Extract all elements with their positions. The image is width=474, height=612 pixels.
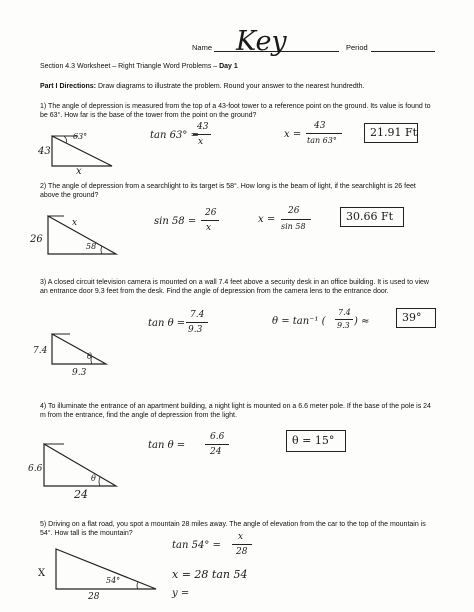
problem-4-angle-label: θ bbox=[91, 474, 96, 483]
problem-2-answer: 30.66 Ft bbox=[346, 210, 394, 223]
problem-3-answer-box bbox=[396, 308, 436, 328]
problem-3-equation-numerator: 7.4 bbox=[190, 310, 205, 320]
problem-3-equation-lhs: tan θ = bbox=[148, 318, 186, 329]
problem-2-text: 2) The angle of depression from a searchlight to its target is 58°. How long is the beam of light, if the searchlight is 26 feet above the ground? bbox=[40, 183, 416, 199]
problem-3-angle-label: θ bbox=[87, 352, 92, 361]
problem-3-side-label: 7.4 bbox=[33, 346, 48, 356]
problem-1-equation-numerator: 43 bbox=[197, 122, 209, 132]
problem-3-fraction-bar bbox=[186, 322, 208, 323]
problem-1-answer: 21.91 Ft bbox=[370, 126, 418, 139]
period-label: Period bbox=[346, 43, 368, 52]
directions-text: Draw diagrams to illustrate the problem. Round your answer to the nearest hundredth. bbox=[97, 83, 365, 90]
problem-3-answer: 39° bbox=[402, 311, 422, 324]
period-line bbox=[371, 51, 435, 52]
problem-1-answer-box bbox=[364, 123, 418, 143]
problem-4-side-label: 6.6 bbox=[28, 464, 43, 474]
problem-4-equation-lhs: tan θ = bbox=[148, 440, 186, 451]
directions bbox=[40, 82, 365, 91]
problem-1-side-label: 43 bbox=[38, 146, 51, 157]
problem-2-fraction-bar bbox=[201, 220, 219, 221]
problem-5-step-2: x = 28 tan 54 bbox=[172, 568, 248, 581]
directions-label: Part I Directions: bbox=[40, 83, 97, 90]
problem-5-equation-numerator: x bbox=[238, 532, 244, 542]
problem-2-equation-numerator: 26 bbox=[205, 208, 217, 218]
problem-5-side-label: X bbox=[38, 568, 46, 579]
problem-2-solution-denominator: sin 58 bbox=[281, 222, 306, 231]
problem-3-solution-rhs: ) ≈ bbox=[354, 316, 370, 327]
problem-1-solution-bar bbox=[306, 133, 342, 134]
problem-5-fraction-bar bbox=[232, 544, 252, 545]
problem-4-answer: θ = 15° bbox=[292, 434, 335, 447]
problem-3-base-label: 9.3 bbox=[72, 368, 87, 378]
problem-2-solution-lhs: x = bbox=[258, 214, 276, 225]
problem-3-equation-denominator: 9.3 bbox=[188, 325, 203, 335]
problem-1-equation-denominator: x bbox=[198, 137, 204, 147]
problem-1-base-label: x bbox=[76, 166, 82, 177]
problem-5-angle-label: 54° bbox=[106, 576, 121, 585]
title-main: Section 4.3 Worksheet – Right Triangle Word Problems – bbox=[40, 63, 220, 70]
problem-1-fraction-bar bbox=[193, 134, 211, 135]
name-value: Key bbox=[236, 26, 287, 57]
problem-1-text: 1) The angle of depression is measured from the top of a 43-foot tower to a reference point on the ground. Its value is found to be 63°. How far is the base of the tower from the point on the ground? bbox=[40, 103, 431, 119]
problem-2-equation-lhs: sin 58 = bbox=[154, 216, 197, 227]
worksheet-title bbox=[40, 62, 238, 71]
problem-2-angle-label: 58 bbox=[86, 242, 97, 251]
problem-4-equation-denominator: 24 bbox=[210, 447, 222, 457]
problem-4-fraction-bar bbox=[205, 444, 229, 445]
problem-2-solution-bar bbox=[281, 219, 311, 220]
problem-5-triangle bbox=[52, 545, 162, 595]
problem-4-base-label: 24 bbox=[74, 488, 88, 501]
problem-2-side-label: 26 bbox=[30, 234, 43, 245]
problem-2-triangle bbox=[44, 206, 124, 261]
title-day: Day 1 bbox=[219, 63, 238, 70]
problem-3-solution-numerator: 7.4 bbox=[338, 308, 351, 317]
name-label: Name bbox=[192, 43, 213, 52]
problem-5-text: 5) Driving on a flat road, you spot a mountain 28 miles away. The angle of elevation from the car to the top of the mountain is 54°. How tall is the mountain? bbox=[40, 521, 426, 537]
problem-1-equation-lhs: tan 63° = bbox=[150, 130, 199, 141]
problem-3-solution-denominator: 9.3 bbox=[337, 321, 350, 330]
problem-4-equation-numerator: 6.6 bbox=[210, 432, 225, 442]
problem-4-text: 4) To illuminate the entrance of an apartment building, a night light is mounted on a 6.6 meter pole. If the base of the pole is 24 m from the entrance, find the angle of depression from the light. bbox=[40, 403, 431, 419]
problem-4-triangle bbox=[42, 438, 122, 493]
problem-1-solution-numerator: 43 bbox=[314, 121, 326, 131]
problem-3-solution-bar bbox=[335, 319, 353, 320]
problem-5-base-label: 28 bbox=[88, 592, 100, 602]
problem-2-solution-numerator: 26 bbox=[288, 206, 300, 216]
problem-2-answer-box bbox=[340, 207, 404, 227]
problem-3-text: 3) A closed circuit television camera is mounted on a wall 7.4 feet above a security desk in an office building. It is used to view an entrance door 9.3 feet from the desk. Find the angle of depression from the camera lens to the entrance door. bbox=[40, 279, 429, 295]
problem-2-equation-denominator: x bbox=[206, 223, 212, 233]
problem-3-triangle bbox=[50, 330, 110, 370]
problem-1-solution-denominator: tan 63° bbox=[307, 136, 337, 145]
problem-5-equation-lhs: tan 54° = bbox=[172, 540, 221, 551]
problem-4-answer-box bbox=[286, 430, 346, 452]
problem-2-hyp-label: x bbox=[72, 218, 78, 228]
problem-1-solution-lhs: x = bbox=[284, 129, 302, 140]
problem-5-step-3: y = bbox=[172, 588, 190, 599]
problem-5-equation-denominator: 28 bbox=[236, 547, 248, 557]
problem-3-solution-lhs: θ = tan⁻¹ ( bbox=[272, 316, 326, 327]
problem-1-angle-label: 63° bbox=[73, 132, 88, 141]
